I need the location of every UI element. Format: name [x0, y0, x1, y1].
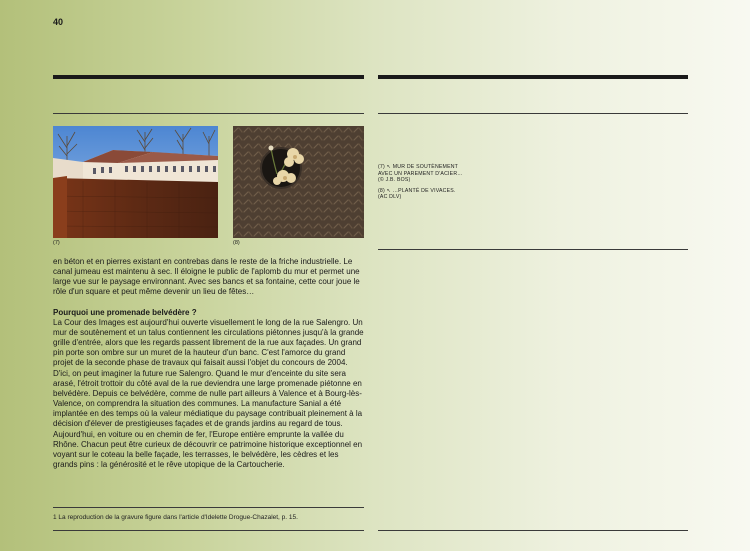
photo-caption-number: (7)	[53, 240, 60, 246]
photo-captions	[378, 164, 518, 205]
header-rule-right	[378, 75, 688, 79]
section-rule-left	[53, 113, 364, 114]
footnote-rule-left	[53, 507, 364, 508]
paragraph: Aujourd'hui, en voiture ou en chemin de fer, l'Europe entière emprunte la vallée du Rhône. Chacun peut être curieux de découvrir ce patrimoine historique exceptionnel en voyant sur le coteau la belle façade, les terrasses, le belvédère, les cèdres et les grands pins : la générosité et le rêve utopique de la Cartoucherie.	[53, 429, 363, 469]
caption-7	[378, 164, 518, 184]
caption-8	[378, 188, 518, 201]
photo-caption-number: (8)	[233, 240, 240, 246]
header-rule-left	[53, 75, 364, 79]
section-heading: Pourquoi une promenade belvédère ?	[53, 307, 197, 317]
steel-plate-flowers-photo	[233, 126, 364, 238]
page-number: 40	[53, 17, 64, 27]
footnote: 1 La reproduction de la gravure figure dans l'article d'Idelette Drogue-Chazalet, p. 15.	[53, 514, 298, 521]
paragraph: en béton et en pierres existant en contrebas dans le reste de la friche industrielle. Le canal jumeau est maintenu à sec. Il éloigne le public de l'aplomb du mur et permet une large vue sur le paysage environnant. Avec ses bancs et sa fontaine, cette cour joue le rôle d'un square et peut même devenir un lieu de fêtes…	[53, 257, 360, 297]
paragraph: La Cour des Images est aujourd'hui ouverte visuellement le long de la rue Salengro. Un mur de soutènement et un talus contiennent les circulations piétonnes jusqu'à la grande grille d'entrée, alors que les regards passent librement de la rue aux façades. Un grand pin porte son ombre sur un muret de la hauteur d'un banc. C'est l'amorce du grand projet de la seconde phase de travaux qui faisait aussi l'objet du concours de 2004. D'ici, on peut imaginer la future rue Salengro. Quand le mur d'enceinte du site sera arasé, l'étroit trottoir du côté aval de la rue deviendra une large promenade piétonne en belvédère. Depuis ce belvédère, comme de nulle part ailleurs à Valence et à Bourg-lès-Valence, on comprendra la situation des communes. La manufacture Sanial a été implantée en des temps où la valeur médiatique du paysage contribuait pleinement à la décision d'élever de prestigieuses façades et de grands jardins au regard de tous.	[53, 317, 364, 429]
caption-line: (8) ↖ …PLANTÉ DE VIVACES.	[378, 187, 456, 194]
footer-rule-left	[53, 530, 364, 531]
caption-rule-right	[378, 249, 688, 250]
building-courtyard-photo	[53, 126, 218, 238]
caption-line: AVEC UN PAREMENT D'ACIER…	[378, 170, 463, 177]
caption-credit: (© J.B. BOS)	[378, 177, 411, 184]
caption-credit: (AC DLV)	[378, 194, 402, 201]
footer-rule-right	[378, 530, 688, 531]
section-rule-right	[378, 113, 688, 114]
caption-line: (7) ↖ MUR DE SOUTÈNEMENT	[378, 164, 459, 170]
article-body	[53, 257, 364, 470]
